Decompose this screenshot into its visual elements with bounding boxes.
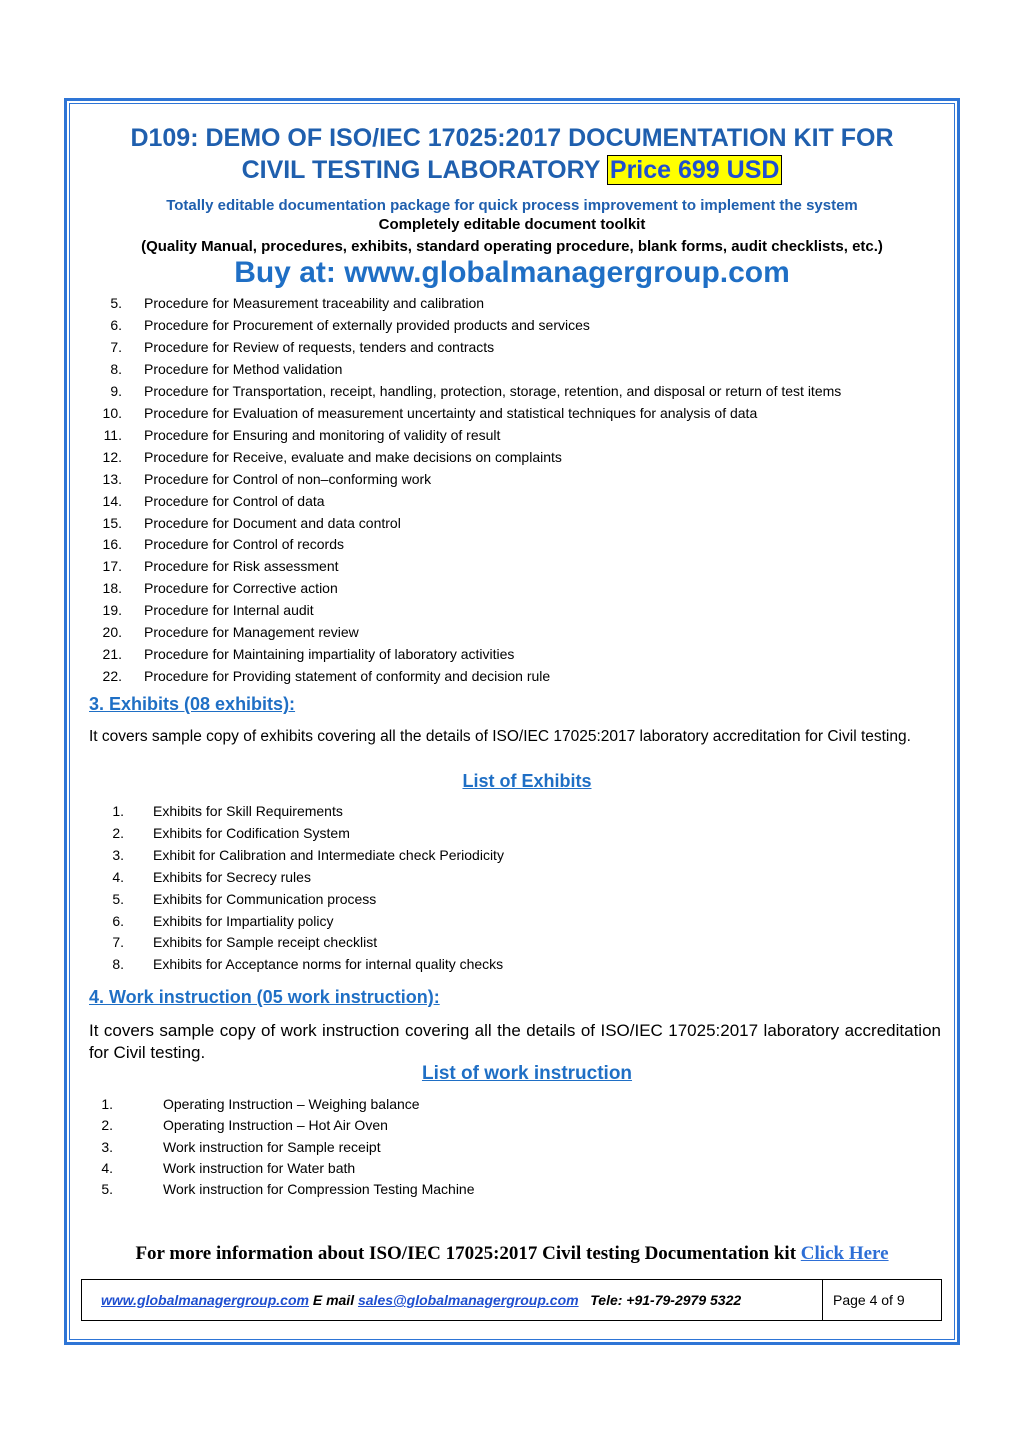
procedure-item-text: Procedure for Ensuring and monitoring of validity of result (144, 426, 501, 443)
exhibit-item-text: Exhibits for Skill Requirements (153, 803, 343, 819)
exhibit-item-text: Exhibits for Codification System (153, 824, 350, 841)
exhibits-heading: 3. Exhibits (08 exhibits): (89, 694, 296, 714)
exhibit-item-text: Exhibits for Secrecy rules (153, 868, 311, 885)
procedure-item-number: 17. (102, 558, 122, 575)
procedure-item-number: 7. (110, 338, 122, 355)
footer-phone: Tele: +91-79-2979 5322 (590, 1292, 742, 1308)
exhibit-item-number: 3. (112, 846, 124, 863)
exhibit-item-number: 6. (112, 912, 124, 929)
exhibit-item-text: Exhibits for Impartiality policy (153, 912, 334, 929)
procedure-item-number: 9. (110, 382, 122, 399)
exhibit-item-number: 8. (112, 956, 124, 973)
contents-note: (Quality Manual, procedures, exhibits, standard operating procedure, blank forms, audit checklists, etc.) (141, 238, 883, 255)
work-instruction-item-number: 2. (101, 1117, 113, 1134)
subtitle-blue: Totally editable documentation package for quick process improvement to implement the system (166, 197, 858, 214)
exhibits-list-title[interactable]: List of Exhibits (462, 771, 592, 791)
procedure-item-number: 19. (102, 602, 122, 619)
work-instruction-item-number: 1. (101, 1096, 113, 1112)
procedure-item-number: 22. (102, 668, 122, 685)
click-here-link[interactable]: Click Here (800, 1243, 889, 1264)
document-title (80, 122, 944, 186)
footer-email-link[interactable]: sales@globalmanagergroup.com (357, 1292, 579, 1308)
title-line-1: D109: DEMO OF ISO/IEC 17025:2017 DOCUMENTATION KIT FOR (130, 124, 894, 152)
price-badge: Price 699 USD (607, 155, 783, 185)
exhibit-item-text: Exhibit for Calibration and Intermediate check Periodicity (153, 846, 504, 863)
buy-link[interactable]: Buy at: www.globalmanagergroup.com (234, 256, 790, 289)
procedure-item-text: Procedure for Procurement of externally provided products and services (144, 316, 590, 333)
more-info-text: For more information about ISO/IEC 17025:2017 Civil testing Documentation kit (135, 1243, 797, 1264)
page-number: Page 4 of 9 (833, 1292, 905, 1308)
work-instruction-item-number: 5. (101, 1181, 113, 1197)
procedure-item-number: 13. (102, 470, 122, 487)
footer-contact (101, 1292, 741, 1308)
exhibit-item-number: 2. (112, 824, 124, 841)
procedure-item-text: Procedure for Review of requests, tenders and contracts (144, 338, 495, 355)
footer-email-label: E mail (312, 1292, 355, 1308)
procedure-item-text: Procedure for Internal audit (144, 602, 314, 619)
procedure-item-text: Procedure for Evaluation of measurement uncertainty and statistical techniques for analysis of data (144, 404, 758, 421)
work-instruction-heading: 4. Work instruction (05 work instruction): (89, 987, 440, 1007)
work-instruction-item-number: 4. (101, 1159, 113, 1176)
procedure-item-text: Procedure for Control of non–conforming work (144, 470, 432, 487)
procedure-item-number: 18. (102, 580, 122, 597)
work-instruction-list-title[interactable]: List of work instruction (421, 1063, 633, 1084)
procedure-item-text: Procedure for Maintaining impartiality of laboratory activities (144, 646, 515, 663)
procedure-item-number: 14. (102, 492, 122, 509)
exhibit-item-number: 7. (112, 934, 124, 951)
exhibit-item-number: 1. (112, 803, 124, 819)
more-info-line (80, 1243, 944, 1265)
procedure-item-text: Procedure for Method validation (144, 360, 343, 377)
procedure-item-text: Procedure for Receive, evaluate and make decisions on complaints (144, 448, 562, 465)
procedure-item-number: 12. (102, 448, 122, 465)
procedure-item-text: Procedure for Transportation, receipt, handling, protection, storage, retention, and disposal or return of test items (144, 382, 842, 399)
procedure-item-text: Procedure for Risk assessment (144, 558, 339, 575)
exhibit-item-number: 5. (112, 890, 124, 907)
exhibit-item-number: 4. (112, 868, 124, 885)
subtitle-black: Completely editable document toolkit (378, 216, 646, 233)
procedure-item-text: Procedure for Management review (144, 624, 359, 641)
procedure-item-text: Procedure for Providing statement of conformity and decision rule (144, 668, 551, 685)
procedure-item-number: 21. (102, 646, 122, 663)
procedure-item-number: 11. (103, 426, 122, 443)
footer-website-link[interactable]: www.globalmanagergroup.com (101, 1292, 309, 1308)
exhibit-item-text: Exhibits for Communication process (153, 890, 377, 907)
procedure-item-text: Procedure for Measurement traceability and calibration (144, 295, 485, 311)
exhibits-description: It covers sample copy of exhibits covering all the details of ISO/IEC 17025:2017 laboratory accreditation for Civil testing. (89, 728, 911, 745)
work-instruction-item-text: Work instruction for Water bath (163, 1159, 356, 1176)
procedure-item-text: Procedure for Control of data (144, 492, 325, 509)
work-instruction-item-number: 3. (101, 1138, 113, 1155)
work-instruction-item-text: Work instruction for Compression Testing Machine (163, 1181, 475, 1197)
exhibit-item-text: Exhibits for Sample receipt checklist (153, 934, 378, 951)
footer-divider (822, 1280, 823, 1320)
work-instruction-item-text: Work instruction for Sample receipt (163, 1138, 381, 1155)
work-instruction-item-text: Operating Instruction – Weighing balance (163, 1096, 420, 1112)
procedure-item-number: 10. (102, 404, 122, 421)
title-line-2: CIVIL TESTING LABORATORY (241, 156, 600, 184)
work-instruction-description: It covers sample copy of work instruction covering all the details of ISO/IEC 17025:2017 laboratory accreditation for Civil testing. (89, 1021, 941, 1062)
procedure-item-number: 8. (110, 360, 122, 377)
procedure-item-text: Procedure for Document and data control (144, 514, 401, 531)
procedure-item-text: Procedure for Corrective action (144, 580, 338, 597)
procedure-item-number: 16. (102, 536, 122, 553)
work-instruction-item-text: Operating Instruction – Hot Air Oven (163, 1117, 388, 1134)
procedure-item-number: 5. (110, 295, 122, 311)
exhibit-item-text: Exhibits for Acceptance norms for internal quality checks (153, 956, 504, 973)
procedure-item-text: Procedure for Control of records (144, 536, 344, 553)
procedure-item-number: 15. (102, 514, 122, 531)
procedure-item-number: 6. (110, 316, 122, 333)
procedure-item-number: 20. (102, 624, 122, 641)
